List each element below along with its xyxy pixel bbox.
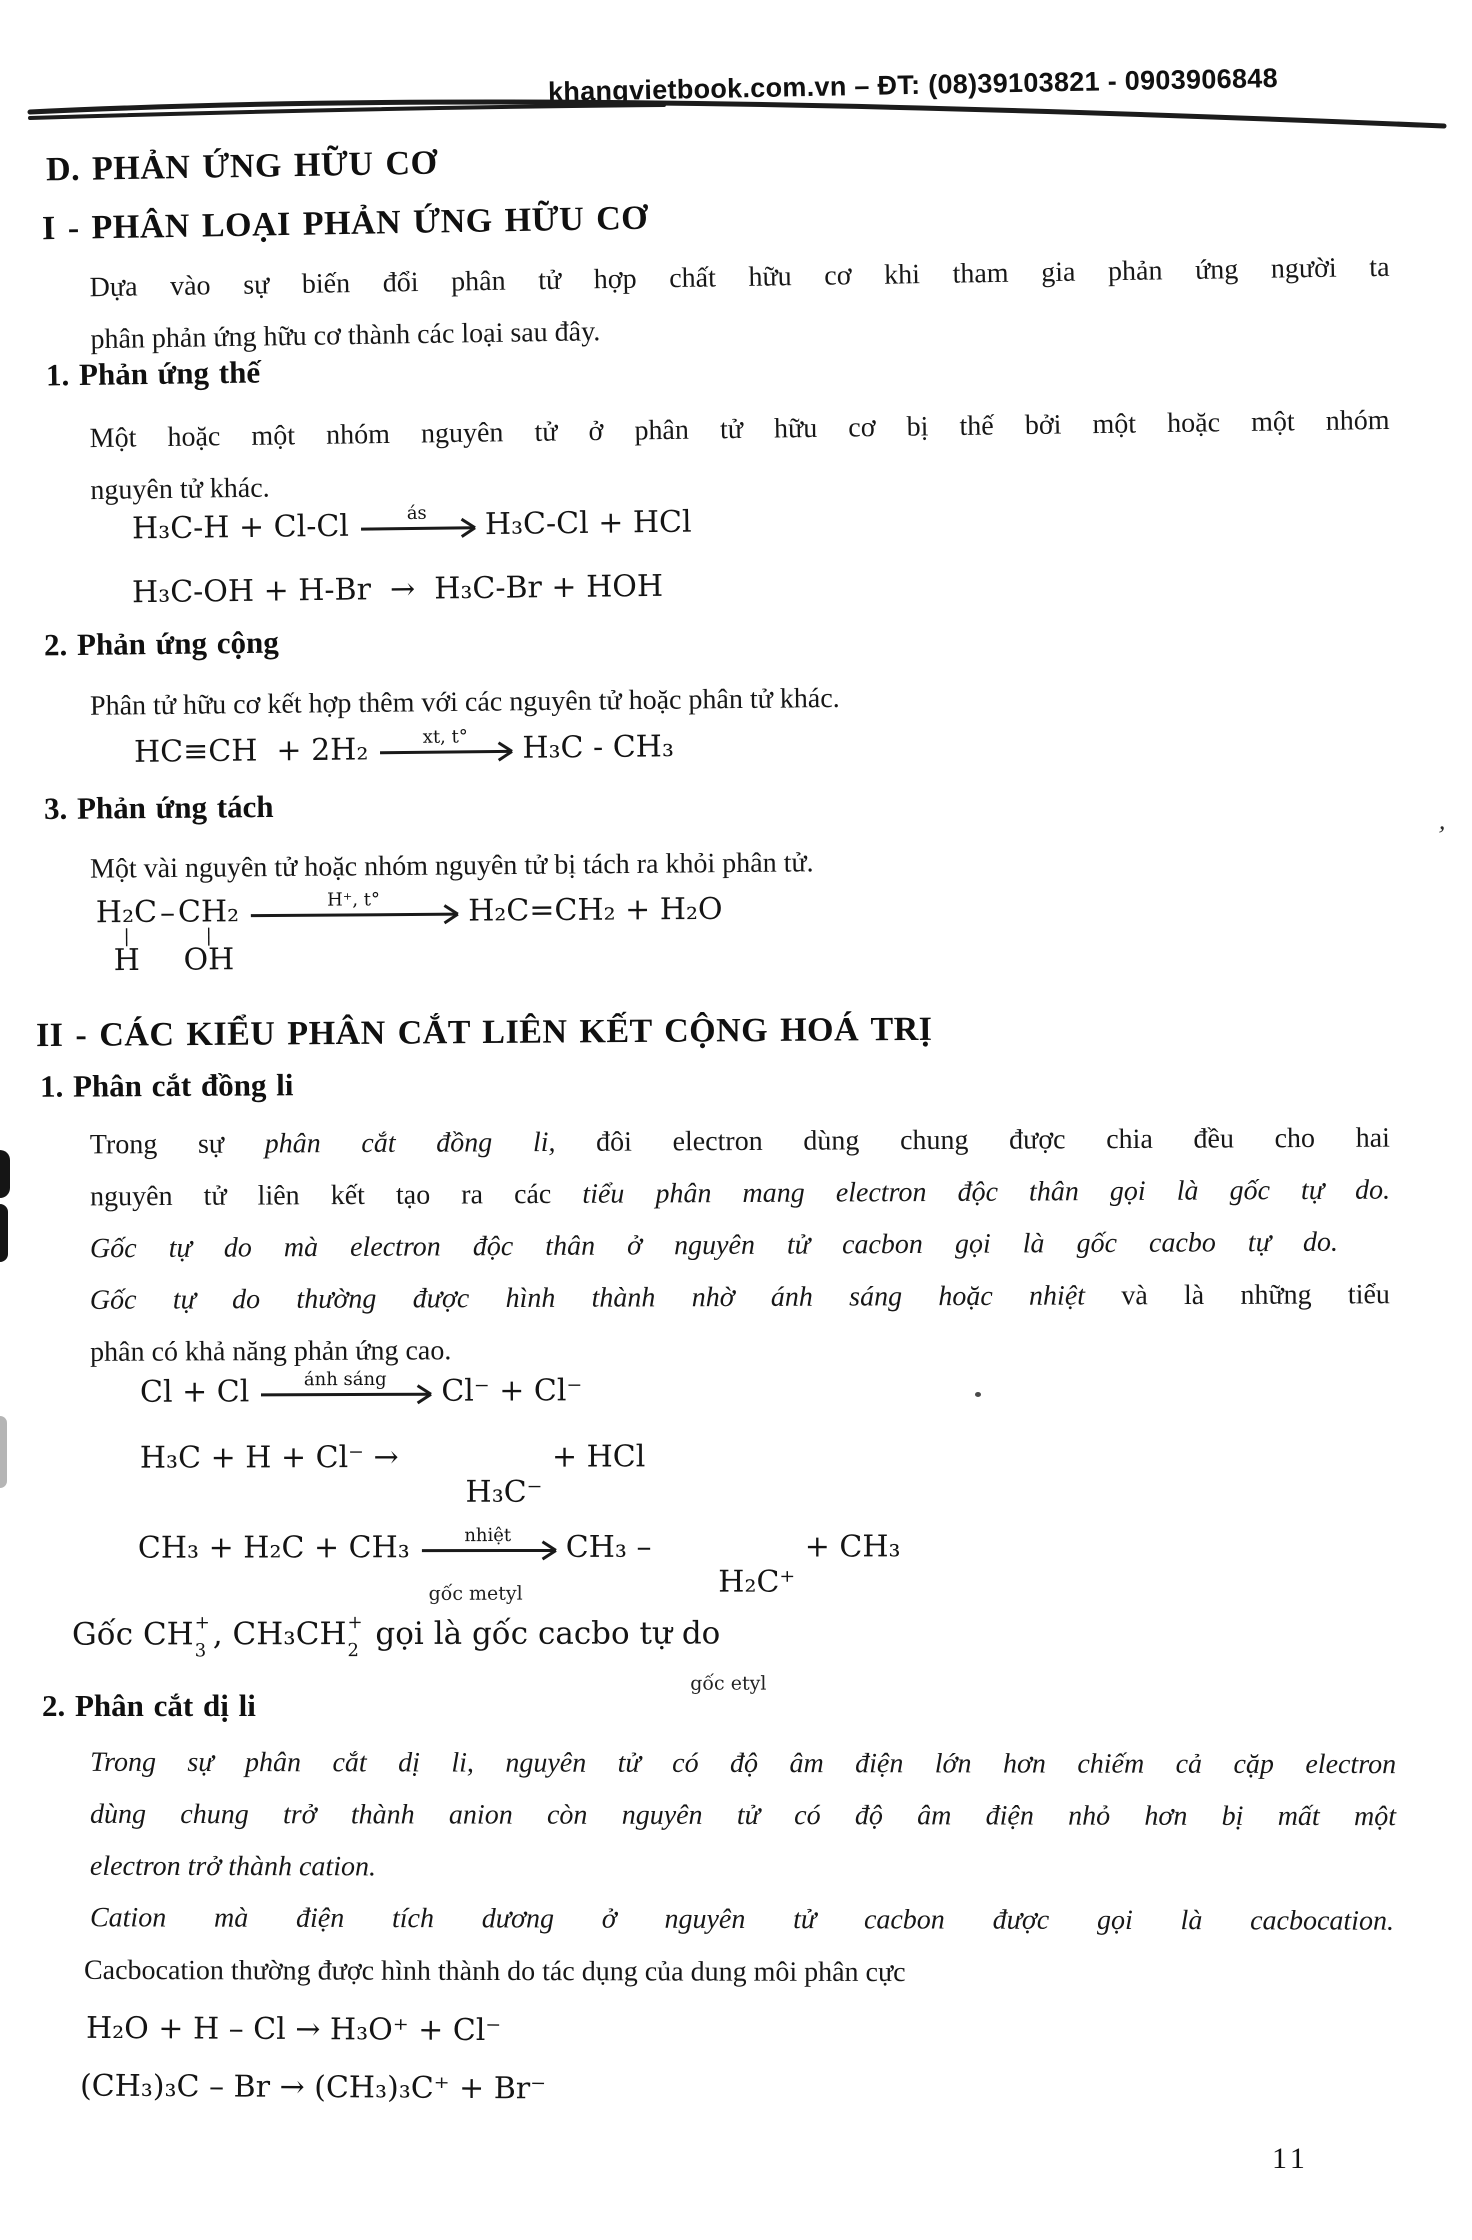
formula-text: (CH₃)₃C – Br → (CH₃)₃C⁺ + Br⁻ <box>79 2068 547 2107</box>
section-ii-title: II - CÁC KIỂU PHÂN CẮT LIÊN KẾT CỘNG HOÁ TRỊ <box>35 1010 933 1055</box>
superscript: + <box>194 1612 210 1634</box>
reaction-substitution-2 <box>132 569 663 610</box>
formula-text: H₃C - CH₃ <box>522 729 675 766</box>
formula-text: H₃C-Cl + HCl <box>484 504 692 543</box>
paragraph-line: electron trở thành cation. <box>89 1850 377 1883</box>
reaction-hydronium <box>86 2011 501 2048</box>
page-number: 11 <box>1272 2142 1309 2175</box>
cut1-title: 1. Phân cắt đồng li <box>39 1067 294 1104</box>
section-d-title: D. PHẢN ỨNG HỮU CƠ <box>45 144 438 189</box>
paragraph-line: Phân tử hữu cơ kết hợp thêm với các nguyên tử hoặc phân tử khác. <box>89 682 840 722</box>
reaction-tbutyl-bromide <box>80 2069 546 2107</box>
header-rule <box>14 92 1459 140</box>
arrow-condition-label: H⁺, t° <box>327 889 381 911</box>
structure-column <box>178 895 240 977</box>
reaction-elimination <box>95 889 723 979</box>
reaction-arrow <box>380 726 510 754</box>
sub-sup-stack <box>195 1614 210 1660</box>
formula-text: CH <box>142 1616 194 1653</box>
arrow-condition-label: xt, t° <box>422 726 468 748</box>
formula-text: H₃C⁻ <box>465 1474 543 1510</box>
sub2-title: 2. Phản ứng cộng <box>43 624 279 663</box>
paragraph-line: dùng chung trở thành anion còn nguyên tử có độ âm điện nhỏ hơn bị mất một <box>89 1798 1397 1833</box>
cut2-title: 2. Phân cắt dị li <box>42 1688 256 1723</box>
reaction-addition <box>133 726 675 770</box>
homolysis-paragraph <box>90 1113 1391 1224</box>
carbocation-line: Cacbocation thường được hình thành do tác dụng của dung môi phân cực <box>83 1954 906 1989</box>
bond-line: | <box>205 924 212 947</box>
reaction-arrow <box>422 1525 554 1552</box>
formula-text: CH₃ + H₂C + CH₃ <box>137 1530 410 1566</box>
formula-text: OH <box>183 942 235 978</box>
section-i-title: I - PHÂN LOẠI PHẢN ỨNG HỮU CƠ <box>41 199 649 248</box>
paragraph-line: nguyên tử khác. <box>90 472 270 507</box>
text-run: gọi là gốc cacbo tự do <box>365 1615 721 1653</box>
arrow-condition-label: nhiệt <box>464 1525 512 1547</box>
formula-text: + CH₃ <box>795 1529 901 1565</box>
scan-artifact <box>0 1150 10 1198</box>
paragraph-line <box>90 1165 1390 1224</box>
formula-text: H₃C-H + Cl-Cl <box>131 508 350 547</box>
reaction-substitution-1 <box>131 502 692 547</box>
scan-artifact <box>0 1204 8 1262</box>
formula-text: H₃C-OH + H-Br → H₃C-Br + HOH <box>131 568 664 611</box>
species-caption: gốc etyl <box>690 1672 767 1695</box>
scan-artifact <box>0 1416 7 1488</box>
text-run: , <box>212 1616 233 1653</box>
paragraph-line: phân có khả năng phản ứng cao. <box>90 1335 452 1368</box>
formula-text: H₃C + H + Cl⁻ → <box>139 1439 409 1476</box>
sub2-paragraph <box>90 667 1390 733</box>
sub1-title: 1. Phản ứng thế <box>45 354 261 393</box>
text-run: đôi electron dùng chung được chia đều cho hai <box>596 1122 1390 1158</box>
sub1-paragraph <box>89 395 1390 517</box>
carbon-radical-summary-line <box>71 1612 721 1662</box>
reaction-arrow <box>251 889 456 917</box>
structure-column <box>96 896 158 978</box>
scan-artifact: , <box>1438 805 1449 836</box>
species-caption: gốc metyl <box>428 1582 523 1605</box>
text-run: nguyên tử liên kết tạo ra các <box>90 1178 583 1213</box>
formula-text: CH₂ <box>177 894 240 930</box>
text-run-italic: Gốc tự do thường được hình thành nhờ ánh sáng hoặc nhiệt <box>89 1280 1086 1316</box>
formula-text: H₂O + H – Cl → H₃O⁺ + Cl⁻ <box>85 2010 502 2049</box>
subscript: 3 <box>194 1640 207 1662</box>
sub3-paragraph <box>90 832 1390 895</box>
formula-text: HC≡CH + 2H₂ <box>133 732 369 770</box>
text-run-italic: phân cắt đồng li, <box>264 1126 597 1160</box>
scan-artifact <box>975 1392 981 1397</box>
cation-definition-line: Cation mà điện tích dương ở nguyên tử cacbon được gọi là cacbocation. <box>89 1902 1395 1937</box>
formula-text: CH₃CH <box>232 1616 347 1653</box>
radical-definition-line: Gốc tự do mà electron độc thân ở nguyên tử cacbon gọi là gốc cacbo tự do. <box>89 1226 1339 1265</box>
sub3-title: 3. Phản ứng tách <box>43 788 274 827</box>
reaction-arrow <box>361 502 473 530</box>
paragraph-line: Một hoặc một nhóm nguyên tử ở phân tử hữu cơ bị thế bởi một hoặc một nhóm <box>89 404 1390 455</box>
bond-line: | <box>123 925 130 947</box>
formula-text: H₂C <box>95 894 158 931</box>
formula-text: H <box>113 942 140 979</box>
formula-text: H₂C=CH₂ + H₂O <box>468 891 723 929</box>
paragraph-line: Dựa vào sự biến đổi phân tử hợp chất hữu cơ khi tham gia phản ứng người ta <box>89 251 1390 304</box>
superscript: + <box>347 1612 363 1634</box>
paragraph-line <box>90 1113 1390 1172</box>
subscript: 2 <box>347 1640 359 1662</box>
arrow-condition-label: ás <box>406 502 427 525</box>
intro-paragraph <box>89 242 1390 366</box>
site-header: khangvietbook.com.vn – ĐT: (08)39103821 - 0903906848 <box>547 62 1279 108</box>
paragraph-line: Một vài nguyên tử hoặc nhóm nguyên tử bị tách ra khỏi phân tử. <box>89 847 814 885</box>
text-run: và là những tiểu <box>1084 1279 1390 1312</box>
text-run-italic: tiểu phân mang electron độc thân gọi là gốc tự do. <box>582 1174 1391 1210</box>
paragraph-line: phân phản ứng hữu cơ thành các loại sau đây. <box>90 316 601 356</box>
reaction-chlorine-homolysis <box>139 1368 583 1410</box>
paragraph-line <box>90 1269 1390 1327</box>
bond-dash: – <box>159 895 176 931</box>
formula-text: CH₃ – <box>565 1529 662 1565</box>
heterolysis-paragraph <box>90 1737 1396 1895</box>
formula-text: H₂C⁺ <box>718 1564 796 1600</box>
text-run: Trong sự <box>89 1128 265 1161</box>
arrow-condition-label: ánh sáng <box>303 1368 387 1391</box>
formula-text: Cl + Cl <box>139 1374 250 1410</box>
formula-text: Cl⁻ + Cl⁻ <box>441 1373 583 1409</box>
paragraph-line: Trong sự phân cắt dị li, nguyên tử có độ âm điện lớn hơn chiếm cả cặp electron <box>90 1746 1397 1781</box>
radical-formation-paragraph <box>90 1269 1390 1379</box>
formula-text: + HCl <box>542 1439 646 1475</box>
sub-sup-stack <box>347 1614 362 1660</box>
text-run: Gốc <box>71 1616 143 1653</box>
reaction-arrow <box>261 1368 429 1397</box>
